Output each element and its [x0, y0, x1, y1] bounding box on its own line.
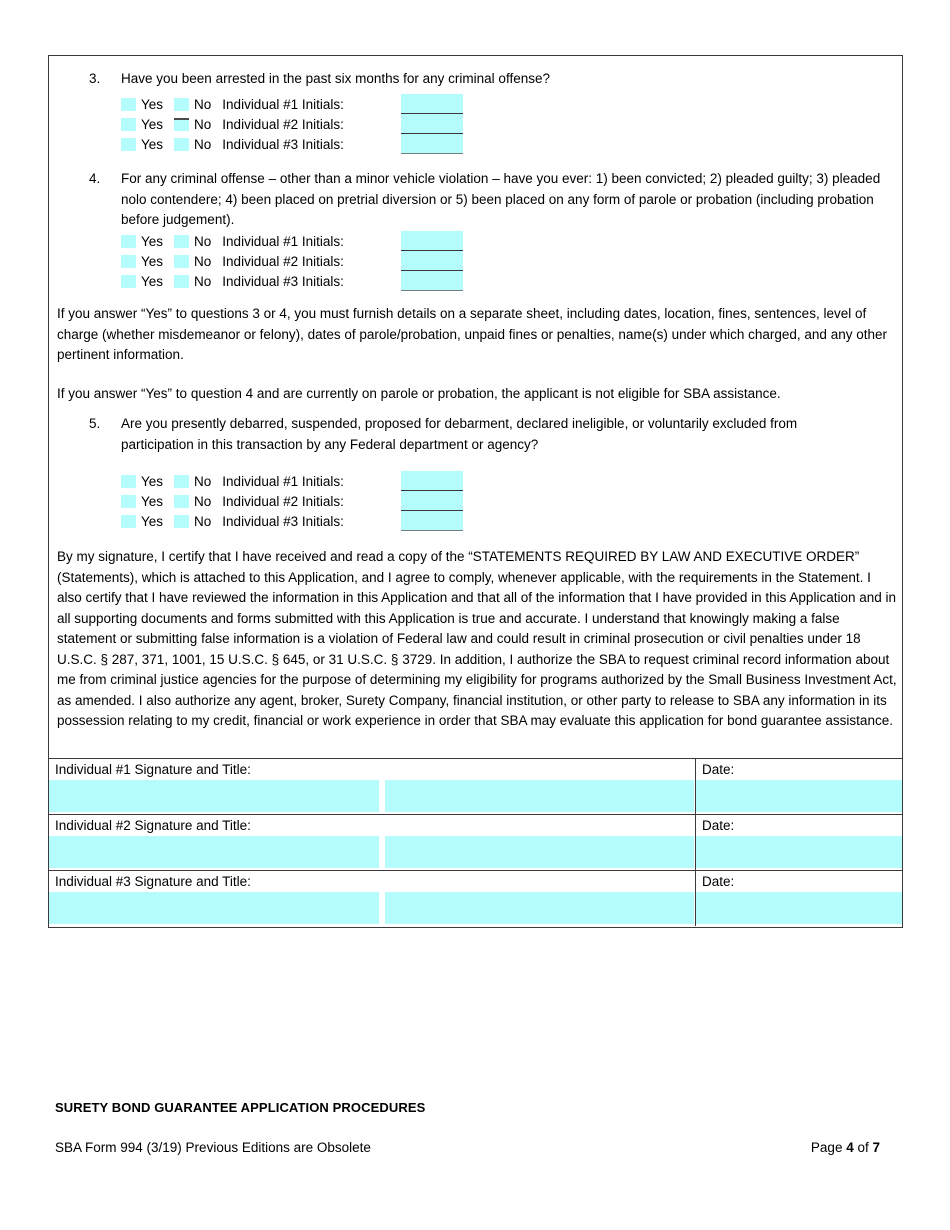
initials-input-q3-1[interactable] — [401, 94, 463, 114]
initials-input-q4-2[interactable] — [401, 251, 463, 271]
question-5-number: 5. — [89, 416, 101, 431]
initials-label-q4-1: Individual #1 Initials: — [222, 233, 344, 249]
signature-input-2b[interactable] — [385, 836, 694, 868]
signature-row-3 — [49, 871, 902, 926]
answer-row — [121, 271, 344, 291]
initials-input-q5-2[interactable] — [401, 491, 463, 511]
parole-notice-paragraph: If you answer “Yes” to question 4 and are currently on parole or probation, the applicant is not eligible for SBA assistance. — [57, 386, 781, 401]
checkbox-label-no: No — [194, 473, 212, 489]
initials-label-q5-1: Individual #1 Initials: — [222, 473, 344, 489]
question-3-text: Have you been arrested in the past six months for any criminal offense? — [121, 71, 550, 86]
checkbox-q4-yes-2[interactable] — [121, 255, 136, 268]
footer-page-number — [811, 1140, 880, 1155]
checkbox-q3-yes-3[interactable] — [121, 138, 136, 151]
question-4-number: 4. — [89, 171, 101, 186]
question-5 — [89, 414, 869, 455]
page-prefix: Page — [810, 1140, 847, 1155]
question-3-initials-fields — [401, 94, 463, 154]
checkbox-q3-no-1[interactable] — [174, 98, 189, 111]
checkbox-q3-yes-2[interactable] — [121, 118, 136, 131]
checkbox-label-no: No — [194, 233, 212, 249]
answer-row — [121, 134, 344, 154]
checkbox-label-yes: Yes — [141, 233, 164, 249]
question-4 — [89, 169, 889, 231]
signature-label-3: Individual #3 Signature and Title: — [55, 874, 251, 889]
answer-row — [121, 491, 344, 511]
signature-input-1b[interactable] — [385, 780, 694, 812]
signature-label-2: Individual #2 Signature and Title: — [55, 818, 251, 833]
date-label-1: Date: — [702, 762, 735, 777]
form-content-box — [48, 55, 903, 928]
certification-paragraph: By my signature, I certify that I have received and read a copy of the “STATEMENTS REQUIRED BY LAW AND EXECUTIVE ORDER” (Statements), which is attached to this Application, and I agree to comply, whenever applicable, with the requirements in the Statement. I also certify that I have reviewed the information in this Application and that all of the information that I have provided in this Application and in all supporting documents and forms submitted with this Application is true and accurate. I understand that knowingly making a false statement or submitting false information is a violation of Federal law and could result in criminal prosecution or civil penalties under 18 U.S.C. § 287, 371, 1001, 15 U.S.C. § 645, or 31 U.S.C. § 3729. In addition, I authorize the SBA to request criminal record information about me from criminal justice agencies for the purpose of determining my eligibility for programs authorized by the Small Business Investment Act, as amended. I also authorize any agent, broker, Surety Company, financial institution, or other party to release to SBA any information in its possession relating to my credit, financial or work experience in order that SBA may evaluate this application for bond guarantee assistance. — [57, 549, 897, 728]
signature-cell-2 — [49, 815, 696, 870]
question-3-number: 3. — [89, 71, 101, 86]
checkbox-label-yes: Yes — [141, 136, 164, 152]
answer-row — [121, 114, 344, 134]
answer-row — [121, 251, 344, 271]
date-label-3: Date: — [702, 874, 735, 889]
checkbox-q4-yes-3[interactable] — [121, 275, 136, 288]
initials-input-q3-3[interactable] — [401, 134, 463, 154]
answer-row — [121, 231, 344, 251]
checkbox-q5-no-1[interactable] — [174, 475, 189, 488]
date-input-3[interactable] — [696, 892, 902, 924]
signature-table — [49, 758, 902, 926]
checkbox-label-yes: Yes — [141, 513, 164, 529]
date-input-2[interactable] — [696, 836, 902, 868]
signature-cell-1 — [49, 759, 696, 814]
checkbox-label-no: No — [194, 493, 212, 509]
question-3-answers — [121, 94, 344, 154]
footer-form-id: SBA Form 994 (3/19) Previous Editions are Obsolete — [55, 1140, 371, 1155]
question-4-text: For any criminal offense – other than a minor vehicle violation – have you ever: 1) been convicted; 2) pleaded guilty; 3) pleaded nolo contendere; 4) been placed on pretrial diversion or 5) been placed on any form of parole or probation (including probation before judgement). — [121, 171, 881, 227]
checkbox-label-no: No — [194, 253, 212, 269]
answer-row — [121, 471, 344, 491]
initials-label-q3-1: Individual #1 Initials: — [222, 96, 344, 112]
checkbox-q5-yes-1[interactable] — [121, 475, 136, 488]
checkbox-q3-no-3[interactable] — [174, 138, 189, 151]
checkbox-label-yes: Yes — [141, 493, 164, 509]
checkbox-label-no: No — [194, 136, 212, 152]
footer-line — [55, 1140, 880, 1155]
initials-label-q4-2: Individual #2 Initials: — [222, 253, 344, 269]
checkbox-label-no: No — [194, 96, 212, 112]
checkbox-label-yes: Yes — [141, 116, 164, 132]
checkbox-label-no: No — [194, 273, 212, 289]
initials-input-q3-2[interactable] — [401, 114, 463, 134]
initials-input-q4-3[interactable] — [401, 271, 463, 291]
signature-input-2a[interactable] — [49, 836, 379, 868]
initials-input-q4-1[interactable] — [401, 231, 463, 251]
checkbox-q3-yes-1[interactable] — [121, 98, 136, 111]
question-5-answers — [121, 471, 344, 531]
signature-input-3b[interactable] — [385, 892, 694, 924]
initials-label-q5-3: Individual #3 Initials: — [222, 513, 344, 529]
signature-row-2 — [49, 815, 902, 871]
details-notice-paragraph: If you answer “Yes” to questions 3 or 4, you must furnish details on a separate sheet, including dates, location, fines, sentences, level of charge (whether misdemeanor or felony), dates of parole/probation, unpaid fines or penalties, name(s) under which charged, and any other pertinent information. — [57, 306, 887, 362]
checkbox-q4-no-2[interactable] — [174, 255, 189, 268]
checkbox-q5-yes-3[interactable] — [121, 515, 136, 528]
checkbox-label-yes: Yes — [141, 473, 164, 489]
question-4-answers — [121, 231, 344, 291]
signature-label-1: Individual #1 Signature and Title: — [55, 762, 251, 777]
date-label-2: Date: — [702, 818, 735, 833]
question-3 — [89, 69, 879, 90]
answer-row — [121, 511, 344, 531]
checkbox-label-yes: Yes — [141, 273, 164, 289]
checkbox-q4-yes-1[interactable] — [121, 235, 136, 248]
page-current: 4 — [846, 1140, 854, 1155]
signature-input-3a[interactable] — [49, 892, 379, 924]
date-cell-2 — [696, 815, 902, 870]
initials-label-q4-3: Individual #3 Initials: — [222, 273, 344, 289]
answer-row — [121, 94, 344, 114]
signature-input-1a[interactable] — [49, 780, 379, 812]
signature-cell-3 — [49, 871, 696, 926]
question-5-text: Are you presently debarred, suspended, proposed for debarment, declared ineligible, or voluntarily excluded from participation in this transaction by any Federal department or agency? — [121, 416, 798, 452]
checkbox-label-no: No — [194, 116, 212, 132]
question-5-initials-fields — [401, 471, 463, 531]
checkbox-label-yes: Yes — [141, 253, 164, 269]
date-cell-3 — [696, 871, 902, 926]
signature-row-1 — [49, 759, 902, 815]
checkbox-q5-no-2[interactable] — [174, 495, 189, 508]
checkbox-q4-no-3[interactable] — [174, 275, 189, 288]
initials-label-q5-2: Individual #2 Initials: — [222, 493, 344, 509]
initials-input-q5-1[interactable] — [401, 471, 463, 491]
checkbox-label-yes: Yes — [141, 96, 164, 112]
checkbox-q5-no-3[interactable] — [174, 515, 189, 528]
page-middle: of — [853, 1140, 873, 1155]
date-cell-1 — [696, 759, 902, 814]
checkbox-q5-yes-2[interactable] — [121, 495, 136, 508]
page-total: 7 — [872, 1140, 880, 1155]
date-input-1[interactable] — [696, 780, 902, 812]
initials-label-q3-3: Individual #3 Initials: — [222, 136, 344, 152]
checkbox-label-no: No — [194, 513, 212, 529]
initials-label-q3-2: Individual #2 Initials: — [222, 116, 344, 132]
checkbox-q4-no-1[interactable] — [174, 235, 189, 248]
checkbox-q3-no-2[interactable] — [174, 118, 189, 131]
question-4-initials-fields — [401, 231, 463, 291]
footer-form-title: SURETY BOND GUARANTEE APPLICATION PROCEDURES — [55, 1100, 426, 1115]
initials-input-q5-3[interactable] — [401, 511, 463, 531]
